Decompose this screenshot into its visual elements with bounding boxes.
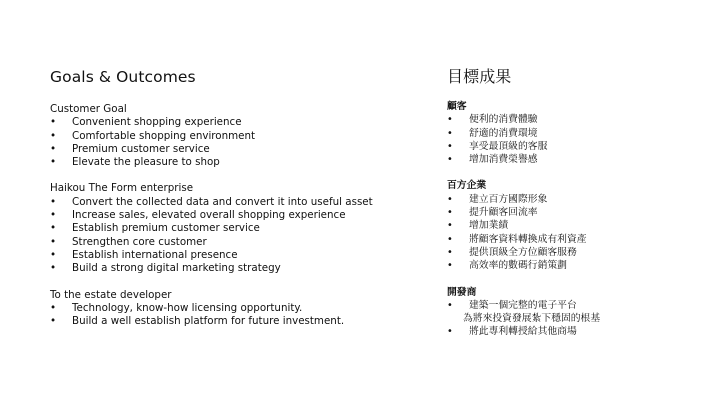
list-item-text: Premium customer service: [72, 142, 210, 155]
bullet-icon: •: [447, 326, 453, 338]
list-item: [50, 302, 430, 315]
bullet-icon: •: [447, 193, 453, 205]
list-item: [447, 193, 697, 206]
section-enterprise-zh: [447, 179, 697, 272]
list-item-text: 將顧客資料轉換成有利資產: [469, 233, 587, 245]
section-customer-goal: [50, 103, 430, 169]
list-item-continuation: 為將來投資發展紮下穩固的根基: [463, 313, 601, 325]
list-item-text: Comfortable shopping environment: [72, 129, 256, 142]
section-heading: 開發商: [447, 286, 477, 298]
list-item-text: Build a well establish platform for future investment.: [72, 315, 345, 328]
list-item: [50, 209, 430, 222]
list-item: [50, 262, 430, 275]
list-item: [447, 259, 697, 272]
list-item: [50, 116, 430, 129]
list-item-text: Convenient shopping experience: [72, 116, 242, 129]
bullet-icon: •: [447, 246, 453, 258]
bullet-icon: •: [447, 220, 453, 232]
list-item: [447, 233, 697, 246]
bullet-icon: •: [50, 262, 57, 275]
list-item-text: 將此專利轉授給其他商場: [469, 326, 577, 338]
list-item: [447, 113, 697, 126]
list-item: [447, 206, 697, 219]
list-item-text: Strengthen core customer: [72, 235, 207, 248]
list-item-text: 建立百方國際形象: [469, 193, 548, 205]
bullet-icon: •: [447, 299, 453, 311]
bullet-icon: •: [50, 195, 57, 208]
section-enterprise: [50, 182, 430, 275]
section-estate-developer: [50, 289, 430, 329]
bullet-icon: •: [50, 235, 57, 248]
list-item: [447, 299, 697, 312]
list-item: [447, 140, 697, 153]
section-heading: Customer Goal: [50, 103, 127, 115]
list-item: [50, 196, 430, 209]
list-item-text: Convert the collected data and convert it into useful asset: [72, 195, 373, 208]
list-item: [50, 249, 430, 262]
bullet-icon: •: [447, 127, 453, 139]
bullet-icon: •: [447, 207, 453, 219]
bullet-icon: •: [50, 248, 57, 261]
bullet-icon: •: [50, 222, 57, 235]
list-item: [447, 219, 697, 232]
list-item-text: 享受最頂級的客服: [469, 140, 548, 152]
bullet-icon: •: [447, 233, 453, 245]
list-item-text: 增加消費榮譽感: [469, 154, 538, 166]
bullet-icon: •: [447, 140, 453, 152]
list-item-text: Establish premium customer service: [72, 222, 260, 235]
list-item: [50, 156, 430, 169]
list-item-text: Technology, know-how licensing opportunity.: [72, 301, 303, 314]
list-item-text: Build a strong digital marketing strategy: [72, 262, 281, 275]
list-item: [50, 130, 430, 143]
section-heading: 顧客: [447, 101, 467, 112]
section-heading: 百方企業: [447, 180, 487, 192]
list-item-text: 提供頂級全方位顧客服務: [469, 246, 577, 258]
bullet-icon: •: [50, 156, 57, 169]
goals-column-english: [50, 66, 430, 341]
list-item: [50, 222, 430, 235]
section-customer-zh: [447, 100, 697, 166]
bullet-icon: •: [50, 301, 57, 314]
bullet-icon: •: [50, 209, 57, 222]
bullet-icon: •: [50, 142, 57, 155]
list-item-text: 舒適的消費環境: [469, 127, 538, 139]
list-item: [50, 143, 430, 156]
bullet-icon: •: [447, 154, 453, 166]
list-item: [447, 127, 697, 140]
list-item: [447, 153, 697, 166]
bullet-icon: •: [50, 315, 57, 328]
list-item: [50, 236, 430, 249]
list-item-text: Elevate the pleasure to shop: [72, 156, 220, 169]
list-item-text: Establish international presence: [72, 248, 238, 261]
section-developer-zh: [447, 286, 697, 339]
section-heading: To the estate developer: [50, 288, 172, 301]
list-item-text: Increase sales, elevated overall shopping experience: [72, 209, 346, 222]
list-item: [447, 325, 697, 338]
list-item-text: 增加業績: [469, 220, 509, 232]
list-item-text: 建築一個完整的電子平台: [469, 299, 577, 311]
page-title: Goals & Outcomes: [50, 68, 196, 86]
bullet-icon: •: [50, 129, 57, 142]
list-item: [447, 246, 697, 259]
list-item: [50, 315, 430, 328]
list-item-text: 高效率的數碼行銷策劃: [469, 260, 567, 272]
list-item-text: 提升顧客回流率: [469, 207, 538, 219]
bullet-icon: •: [447, 114, 453, 126]
section-heading: Haikou The Form enterprise: [50, 182, 194, 195]
goals-column-chinese: [447, 66, 697, 352]
page-title-chinese: 目標成果: [447, 67, 512, 86]
bullet-icon: •: [447, 260, 453, 272]
bullet-icon: •: [50, 116, 57, 129]
list-item-text: 便利的消費體驗: [469, 114, 538, 126]
